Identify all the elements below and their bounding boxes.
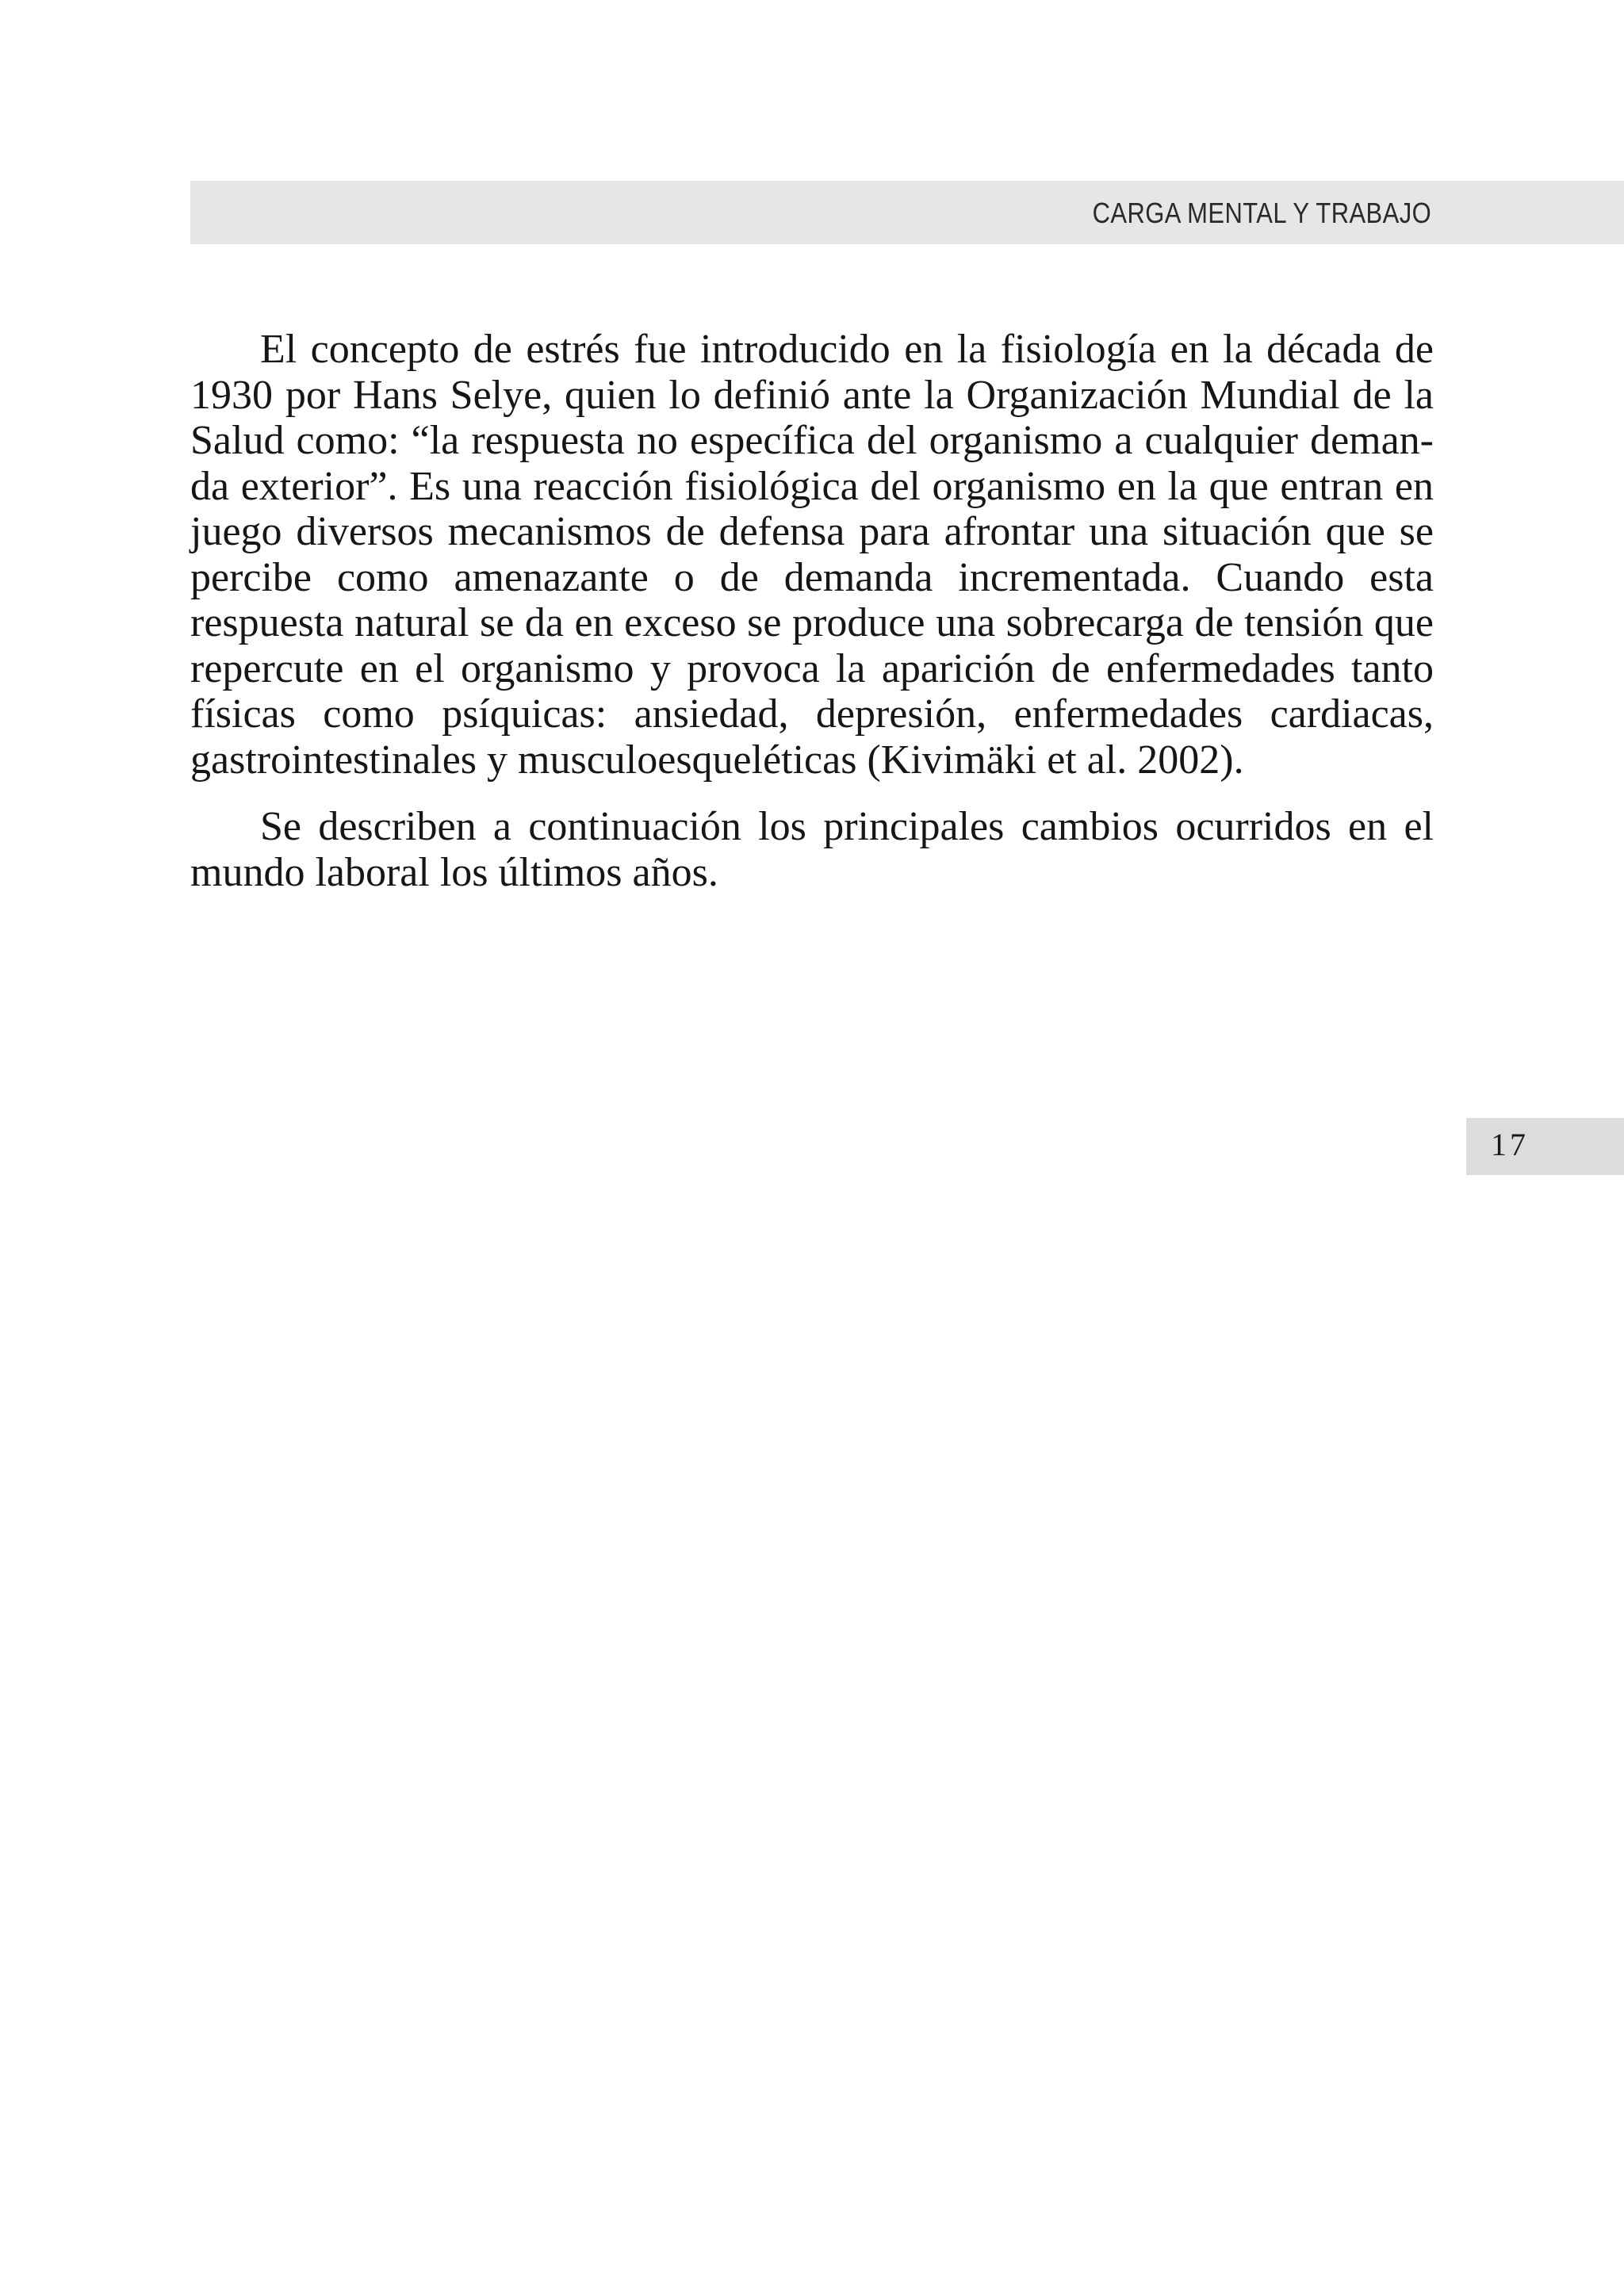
paragraph-stress-definition: El concepto de estrés fue introducido en la fisiología en la década de 1930 por Hans Selye, quien lo definió ante la Organización Mundial de la Salud como: “la respuesta no específica del organismo a cualquier demanda exterior”. Es una reacción fisiológica del organismo en la que entran en juego diversos mecanismos de defensa para afrontar una situación que se percibe como amenazante o de demanda incrementada. Cuando esta respuesta natural se da en exceso se produce una sobrecarga de tensión que repercute en el organismo y provoca la aparición de enfermedades tanto físicas como psíquicas: ansiedad, depresión, enfermedades cardiacas, gastrointestinales y musculoesqueléticas (Kivimäki et al. 2002). xyxy=(190,327,1434,783)
page-number-tab xyxy=(1466,1118,1624,1175)
running-header-title: CARGA MENTAL Y TRABAJO xyxy=(1092,197,1431,229)
page-number: 17 xyxy=(1491,1127,1529,1162)
paragraph-labor-changes: Se describen a continuación los principales cambios ocurridos en el mundo laboral los últimos años. xyxy=(190,804,1434,895)
body-text xyxy=(190,327,1434,895)
